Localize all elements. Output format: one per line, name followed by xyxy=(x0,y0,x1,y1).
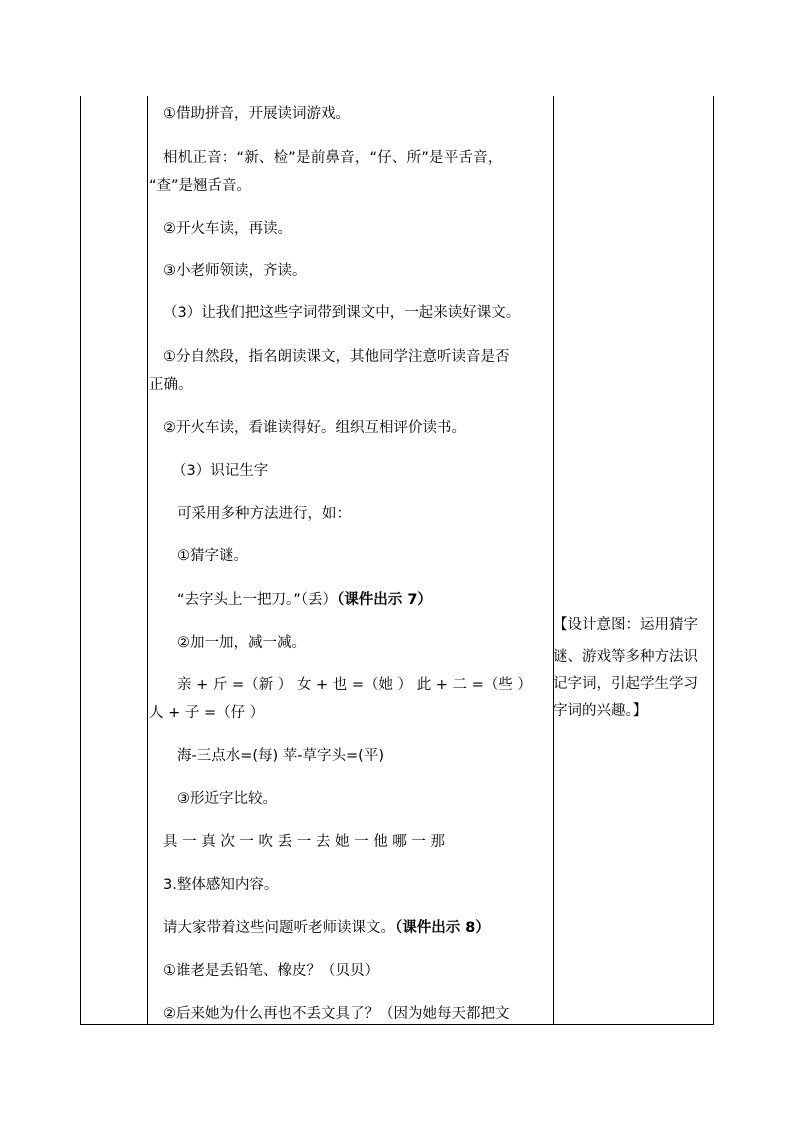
text-line xyxy=(177,590,432,610)
text-line: （3）识记生字 xyxy=(172,463,269,479)
design-intent-line: 【设计意图：运用猜字 xyxy=(553,617,698,633)
text-line: ②开火车读，看谁读得好。组织互相评价读书。 xyxy=(163,420,466,436)
text-line: ②后来她为什么再也不丢文具了？（因为她每天都把文 xyxy=(163,1006,510,1022)
text-line: 正确。 xyxy=(149,377,193,393)
text-line: “查”是翘舌音。 xyxy=(149,178,252,194)
table-border-left xyxy=(80,96,81,1025)
text-line: 3.整体感知内容。 xyxy=(163,877,279,893)
table-column-divider-1 xyxy=(147,96,148,1025)
text-line: 具 一 真 次 一 吹 丢 一 去 她 一 他 哪 一 那 xyxy=(163,834,446,850)
table-border-right xyxy=(713,96,714,1025)
text-line: 亲 + 斤 =（新 ） 女 + 也 =（她 ） 此 + 二 =（些 ） xyxy=(177,677,532,693)
text-line: ③小老师领读，齐读。 xyxy=(163,263,307,279)
text-line: ②加一加，减一减。 xyxy=(177,635,306,651)
text-line: ①谁老是丢铅笔、橡皮？（贝贝） xyxy=(163,963,379,979)
courseware-note: （课件出示 8） xyxy=(395,920,490,936)
courseware-note: （课件出示 7） xyxy=(337,592,432,608)
riddle-text: “去字头上一把刀。”（丢） xyxy=(177,592,338,608)
table-border-bottom xyxy=(80,1024,714,1025)
text-line xyxy=(163,918,490,938)
text-line: ①借助拼音，开展读词游戏。 xyxy=(163,106,350,122)
text-line: 海-三点水=(每) 苹-草字头=(平) xyxy=(177,748,384,764)
design-intent-line: 记字词，引起学生学习 xyxy=(553,676,698,692)
table-column-divider-2 xyxy=(553,96,554,1025)
text-line: （3）让我们把这些字词带到课文中，一起来读好课文。 xyxy=(163,305,521,321)
instruction-text: 请大家带着这些问题听老师读课文。 xyxy=(163,920,395,936)
text-line: ②开火车读，再读。 xyxy=(163,221,292,237)
text-line: 人 + 子 =（仔 ） xyxy=(149,705,265,721)
text-line: ①猜字谜。 xyxy=(177,548,248,564)
text-line: 相机正音：“新、检”是前鼻音，“仔、所”是平舌音， xyxy=(163,150,503,166)
text-line: 可采用多种方法进行，如： xyxy=(177,506,351,522)
design-intent-line: 字词的兴趣。】 xyxy=(553,703,648,719)
design-intent-line: 谜、游戏等多种方法识 xyxy=(553,649,698,665)
text-line: ③形近字比较。 xyxy=(177,791,277,807)
text-line: ①分自然段，指名朗读课文，其他同学注意听读音是否 xyxy=(163,349,510,365)
